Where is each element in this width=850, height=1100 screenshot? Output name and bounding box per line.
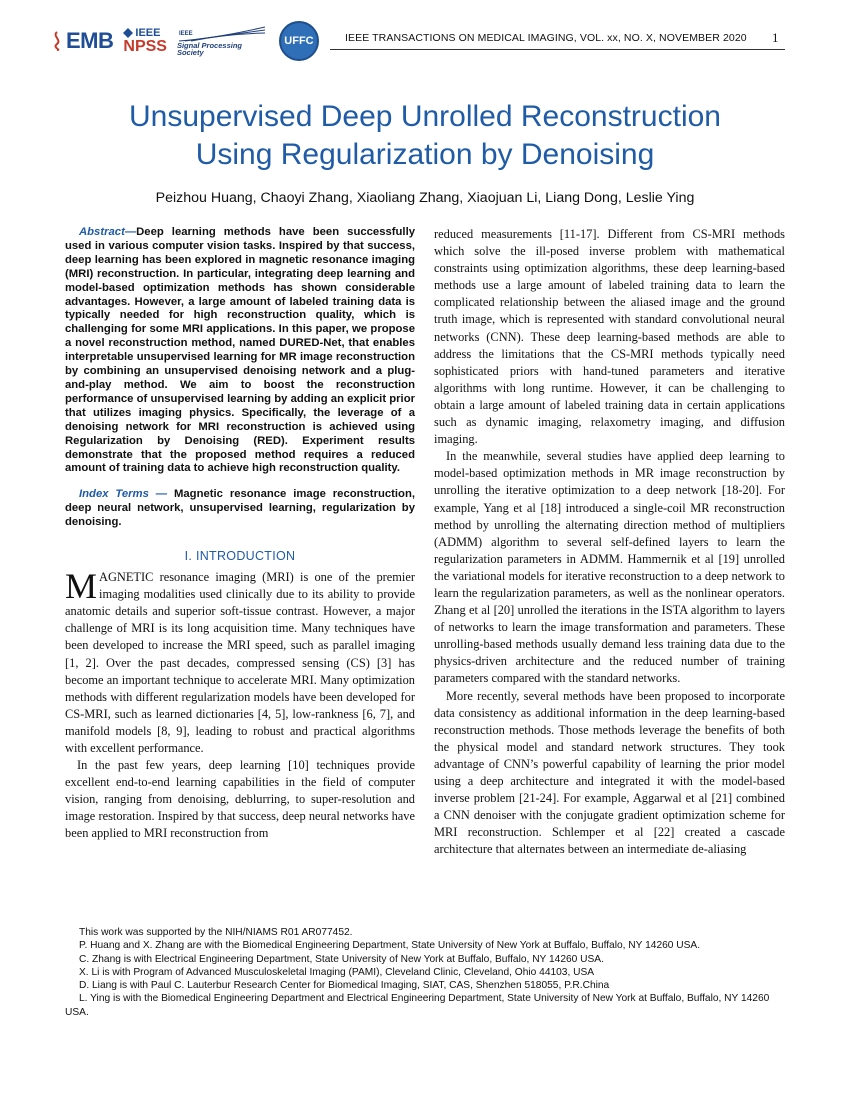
abstract-label: Abstract— [79,226,137,238]
abstract-text: Deep learning methods have been successfully used in various computer vision tasks. Inspired by that success, deep learning has been explored in magnetic resonance imaging (MRI) reconstruction. In particular, integrating deep learning and model-based optimization methods has shown considerable advantages. However, a large amount of labeled training data is typically needed for high reconstruction quality, which is challenging for some MRI applications. In this paper, we propose a novel reconstruction method, named DURED-Net, that enables interpretable unsupervised learning for MR image reconstruction by combining an unsupervised denoising network and a plug-and-play method. We aim to boost the reconstruction performance of unsupervised learning by adding an explicit prior that utilizes imaging physics. Specifically, the leverage of a denoising network for MRI reconstruction is achieved using Regularization by Denoising (RED). Experiment results demonstrate that the proposed method requires a reduced amount of training data to achieve high reconstruction quality. [65,226,415,475]
footnote: L. Ying is with the Biomedical Engineering Department and Electrical Engineering Department, State University of New York at Buffalo, Buffalo, NY 14260 USA. [65,993,770,1018]
footnote: This work was supported by the NIH/NIAMS R01 AR077452. [79,927,353,938]
header-rule [330,49,785,50]
author-list: Peizhou Huang, Chaoyi Zhang, Xiaoliang Zhang, Xiaojuan Li, Liang Dong, Leslie Ying [155,190,695,206]
emb-mark-icon [50,31,64,51]
ieee-logo-text: IEEE [135,26,161,39]
index-terms-label: Index Terms — [79,488,168,501]
intro-paragraph-4: In the meanwhile, several studies have applied deep learning to model-based optimization methods in MR image reconstruction by unrolling the iterative optimization to a deep network [18-20]. For example, Yang et al [18] introduced a single-coil MR reconstruction method by unrolling the alternating direction method of multipliers (ADMM) algorithm to several self-defined layers to learn the regularization parameters in ADMM. Hammernik et al [19] unrolled the variational models for iterative reconstruction to a deep network to learn the regularization parameters, as well as the nonlinear operators. Zhang et al [20] unrolled the iterations in the ISTA algorithm to layers of networks to learn the image transformation and parameters. These unrolling-based methods usually demand less training data due to the physics-driven architecture and the reduced number of training parameters compared with the standard networks. [434,449,785,686]
right-column [434,226,785,858]
svg-text:IEEE: IEEE [178,30,193,37]
ieee-diamond-icon [123,28,133,38]
intro-paragraph-2: In the past few years, deep learning [10] techniques provide excellent end-to-end learning capabilities in the field of computer vision, ranging from denoising, deblurring, to super-resolution and image restoration. Inspired by that success, deep neural networks have been applied to MRI reconstruction from [65,758,415,841]
emb-logo [50,28,113,54]
footnote: X. Li is with Program of Advanced Musculoskeletal Imaging (PAMI), Cleveland Clinic, Cleveland, Ohio 44103, USA [79,966,595,978]
sps-arc-icon [177,26,269,42]
index-terms [65,488,415,530]
section-heading-introduction: I. INTRODUCTION [184,549,296,564]
emb-logo-text: EMB [66,28,114,53]
left-column [65,226,415,843]
index-terms-text: Magnetic resonance image reconstruction, deep neural network, unsupervised learning, regularization by denoising. [65,488,415,529]
footnote: P. Huang and X. Zhang are with the Biomedical Engineering Department, State University of New York at Buffalo, Buffalo, NY 14260 USA. [79,940,701,952]
page-number: 1 [772,30,779,45]
footnote: D. Liang is with Paul C. Lauterbur Research Center for Biomedical Imaging, SIAT, CAS, Shenzhen 518055, P.R.China [79,980,610,992]
footnotes [65,926,785,1019]
npss-logo-text: NPSS [123,37,167,55]
intro-paragraph-1 [65,566,415,757]
paragraph-text: resonance imaging (MRI) is one of the premier imaging modalities used clinically due to its ability to provide anatomic details and superior soft-tissue contrast. However, a major challenge of MRI is its long acquisition time. Many techniques have been developed to increase the MRI speed, such as parallel imaging [1, 2]. Over the past decades, compressed sensing (CS) [3] has become an important technique to accelerate MRI. Many optimization methods with different regularization models have been developed for CS-MRI, such as learned dictionaries [4, 5], low-rankness [6, 7], and manifold models [8, 9], leading to robust and practical algorithms with excellent performance. [65,570,415,755]
first-word: AGNETIC [99,570,154,585]
footnote: C. Zhang is with Electrical Engineering Department, State University of New York at Buffalo, Buffalo, NY 14260 USA. [79,953,604,965]
ieee-npss-logo [123,28,167,55]
paper-title [60,98,790,174]
sps-logo-text: Signal Processing Society [176,40,242,57]
title-line: Using Regularization by Denoising [195,138,655,171]
ieee-logo-row [123,28,167,39]
intro-paragraph-5: More recently, several methods have been proposed to incorporate data consistency as additional information in the deep learning-based reconstruction methods. Those methods leverage the benefits of both the physical model and standard network structures. They took advantage of CNN’s powerful capability of learning the prior model using a deep architecture and integrated it with the model-based inverse problem [21-24]. For example, Aggarwal et al [21] combined a CNN denoiser with the conjugate gradient optimization scheme for MRI reconstruction. Schlemper et al [22] created a cascade architecture that alternates between an intermediate de-aliasing [434,688,785,857]
uffc-logo [279,21,319,61]
abstract [65,226,415,476]
intro-paragraph-3: reduced measurements [11-17]. Different from CS-MRI methods which solve the ill-posed inverse problem with mathematical constraints using optimization algorithms, these deep learning-based methods use a large amount of labeled training data to learn the complicated relationship between the aliased image and the ground truth image, which is represented with standard convolutional neural networks (CNN). These deep learning-based methods are able to address the limitations that the CS-MRI methods typically need sophisticated priors with hand-tuned parameters and iterative algorithms with long runtime. However, it can be challenging to obtain a large amount of labeled training data in certain applications such as dynamic imaging, relaxometry imaging, and diffusion imaging. [434,227,785,447]
signal-processing-society-logo [177,26,269,57]
running-head: IEEE TRANSACTIONS ON MEDICAL IMAGING, VOL. xx, NO. X, NOVEMBER 2020 [345,32,747,44]
title-line: Unsupervised Deep Unrolled Reconstruction [129,100,721,133]
drop-cap: M [65,566,98,607]
uffc-logo-text: UFFC [284,35,314,47]
header-logos [50,18,319,64]
